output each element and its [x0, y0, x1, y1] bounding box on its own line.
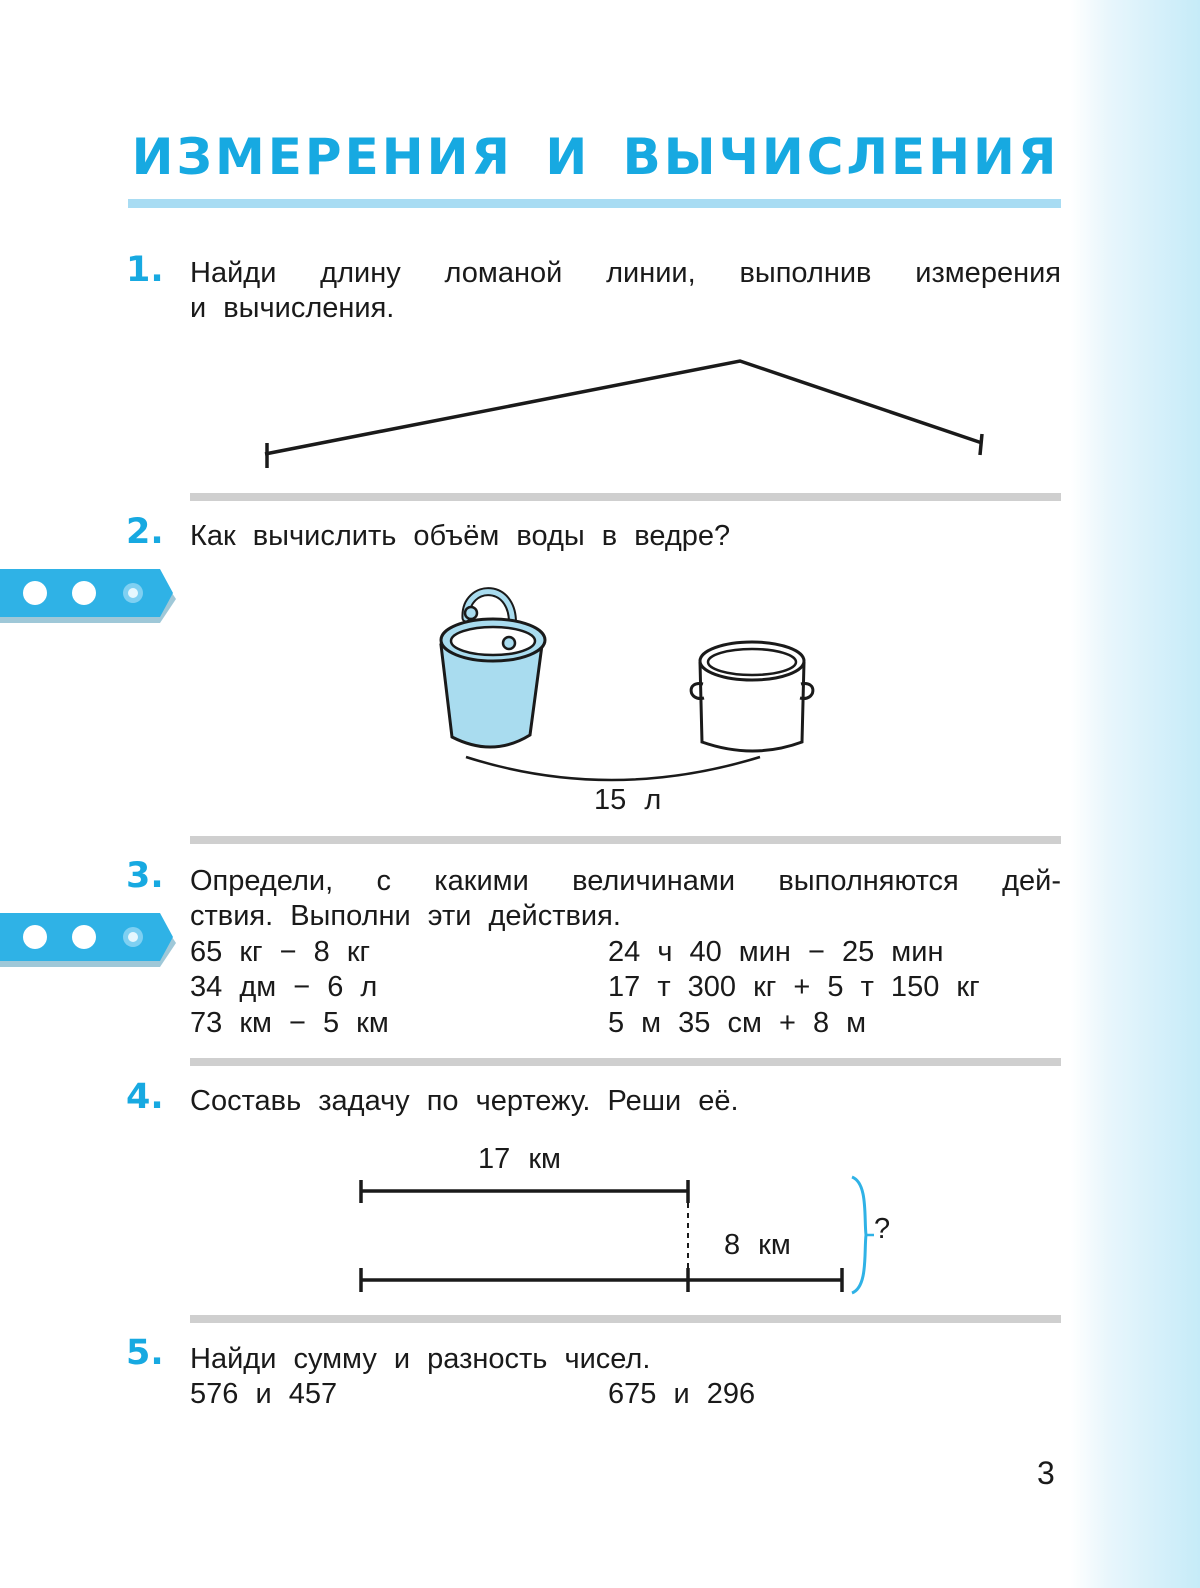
page-number: 3 — [1037, 1455, 1055, 1491]
exercise-3-line-1: Определи, с какими величинами выполняются дей- — [190, 865, 1061, 897]
divider-1 — [190, 493, 1061, 501]
marker-dot-1 — [23, 581, 47, 605]
title-underline — [128, 199, 1061, 208]
broken-line — [265, 361, 982, 454]
expression-left-3: 73 км − 5 км — [190, 1007, 389, 1039]
segment-part-label: 8 км — [724, 1229, 791, 1261]
volume-label: 15 л — [594, 784, 662, 816]
expression-right-3: 5 м 35 см + 8 м — [608, 1007, 867, 1039]
exercise-3-number: 3. — [126, 856, 164, 896]
divider-4 — [190, 1315, 1061, 1323]
page-title: ИЗМЕРЕНИЯ И ВЫЧИСЛЕНИЯ — [131, 128, 1060, 186]
marker-dot-2 — [72, 925, 96, 949]
exercise-1-line-2: и вычисления. — [190, 292, 395, 324]
difficulty-marker-3 — [0, 913, 176, 967]
curly-brace — [852, 1177, 866, 1293]
exercise-1-line-1: Найди длину ломаной линии, выполнив измерения — [190, 257, 1061, 289]
question-mark: ? — [874, 1213, 891, 1245]
expression-right-2: 17 т 300 кг + 5 т 150 кг — [608, 971, 980, 1003]
exercise-3-line-2: ствия. Выполни эти действия. — [190, 900, 621, 932]
difficulty-marker-2 — [0, 569, 176, 623]
marker-dot-1 — [23, 925, 47, 949]
expression-right-1: 24 ч 40 мин − 25 мин — [608, 936, 944, 968]
exercise-1-text — [190, 256, 1061, 326]
divider-3 — [190, 1058, 1061, 1066]
volume-arc — [466, 757, 760, 780]
marker-dot-2 — [72, 581, 96, 605]
exercise-1-number: 1. — [126, 250, 164, 290]
number-pair-2: 675 и 296 — [608, 1378, 756, 1410]
bucket-icon — [441, 592, 545, 747]
exercise-2-text: Как вычислить объём воды в ведре? — [190, 520, 731, 552]
segment-top-label: 17 км — [478, 1143, 561, 1175]
exercise-2-number: 2. — [126, 512, 164, 552]
exercise-4-text: Составь задачу по чертежу. Реши её. — [190, 1085, 739, 1117]
page-edge-gradient — [1070, 0, 1200, 1588]
exercise-3-text — [190, 864, 1061, 934]
expression-left-1: 65 кг − 8 кг — [190, 936, 371, 968]
divider-2 — [190, 836, 1061, 844]
expression-left-2: 34 дм − 6 л — [190, 971, 378, 1003]
exercise-5-number: 5. — [126, 1333, 164, 1373]
segment-bottom — [361, 1268, 842, 1292]
exercise-4-number: 4. — [126, 1077, 164, 1117]
exercise-5-text: Найди сумму и разность чисел. — [190, 1343, 651, 1375]
number-pair-1: 576 и 457 — [190, 1378, 338, 1410]
broken-line-end-tick — [980, 434, 982, 455]
segment-top — [361, 1180, 688, 1203]
pot-icon — [691, 642, 813, 751]
